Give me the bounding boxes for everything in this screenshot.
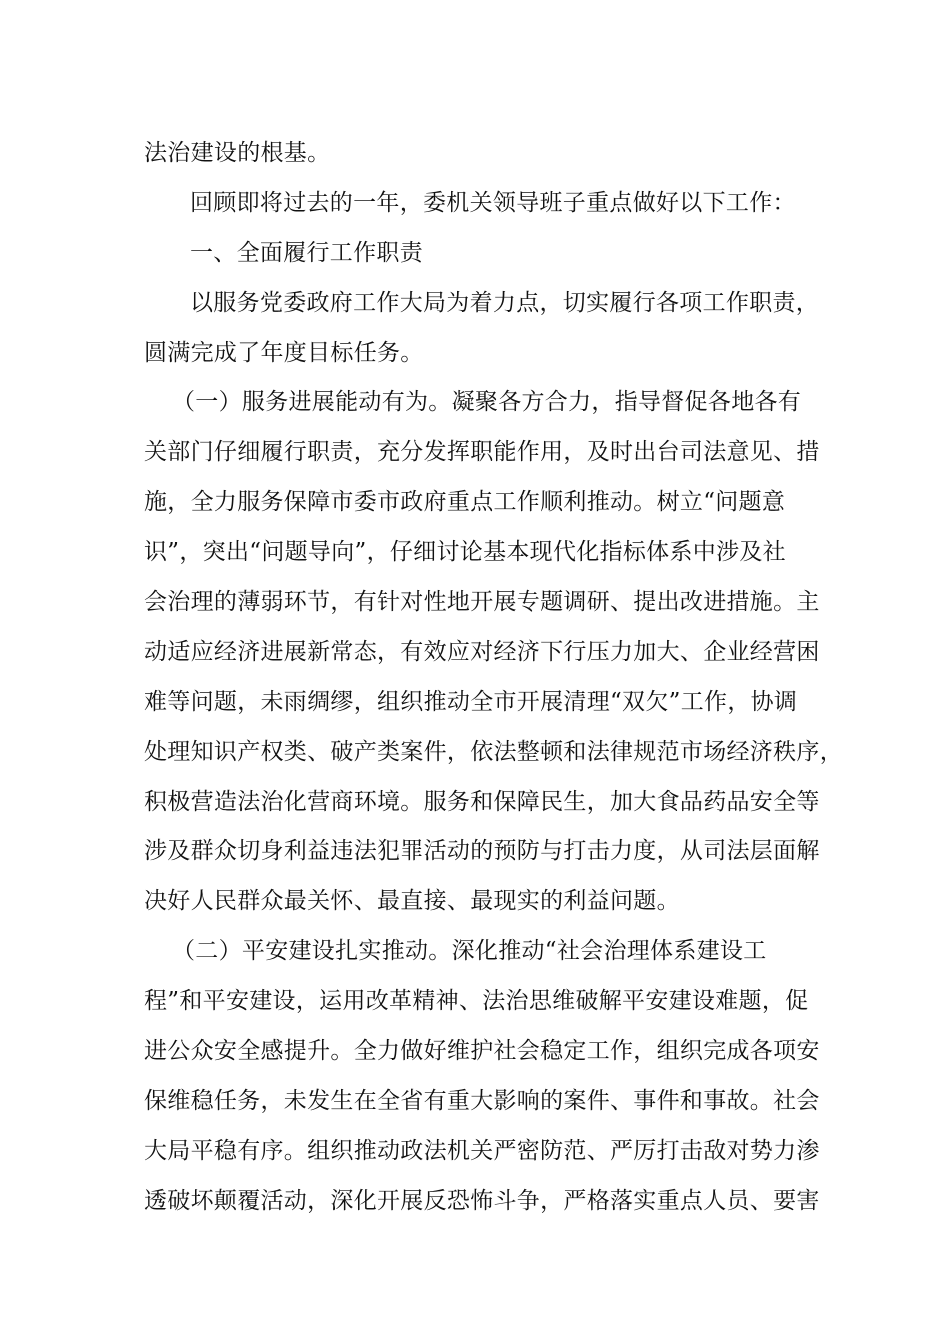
- text-line: 保维稳任务，未发生在全省有重大影响的案件、事件和事故。社会: [144, 1087, 820, 1114]
- text-line: 关部门仔细履行职责，充分发挥职能作用，及时出台司法意见、措: [144, 439, 820, 466]
- text-line: 难等问题，未雨绸缪，组织推动全市开展清理“双欠”工作，协调: [144, 688, 798, 715]
- text-line: 会治理的薄弱环节，有针对性地开展专题调研、提出改进措施。主: [144, 589, 820, 616]
- text-line: 识”，突出“问题导向”，仔细讨论基本现代化指标体系中涉及社: [144, 539, 786, 566]
- text-line: 进公众安全感提升。全力做好维护社会稳定工作，组织完成各项安: [144, 1038, 820, 1065]
- text-line: 处理知识产权类、破产类案件，依法整顿和法律规范市场经济秩序，: [144, 738, 843, 765]
- subsection-line: （二）平安建设扎实推动。深化推动“社会治理体系建设工: [172, 938, 767, 965]
- text-line: 涉及群众切身利益违法犯罪活动的预防与打击力度，从司法层面解: [144, 838, 820, 865]
- text-line: 施，全力服务保障市委市政府重点工作顺利推动。树立“问题意: [144, 489, 786, 516]
- text-line: 法治建设的根基。: [144, 140, 331, 166]
- subsection-line: （一）服务进展能动有为。凝聚各方合力，指导督促各地各有: [172, 389, 802, 416]
- text-line: 动适应经济进展新常态，有效应对经济下行压力加大、企业经营困: [144, 638, 820, 665]
- text-line: 圆满完成了年度目标任务。: [144, 339, 424, 366]
- text-line: 程”和平安建设，运用改革精神、法治思维破解平安建设难题，促: [144, 988, 809, 1015]
- text-line: 积极营造法治化营商环境。服务和保障民生，加大食品药品安全等: [144, 788, 820, 815]
- text-line: 以服务党委政府工作大局为着力点，切实履行各项工作职责，: [190, 289, 820, 316]
- text-line: 透破坏颠覆活动，深化开展反恐怖斗争，严格落实重点人员、要害: [144, 1187, 820, 1214]
- text-line: 回顾即将过去的一年，委机关领导班子重点做好以下工作：: [190, 189, 796, 216]
- text-line: 决好人民群众最关怀、最直接、最现实的利益问题。: [144, 888, 680, 915]
- document-body: [144, 129, 843, 1227]
- section-heading: 一、全面履行工作职责: [190, 239, 423, 266]
- text-line: 大局平稳有序。组织推动政法机关严密防范、严厉打击敌对势力渗: [144, 1137, 820, 1164]
